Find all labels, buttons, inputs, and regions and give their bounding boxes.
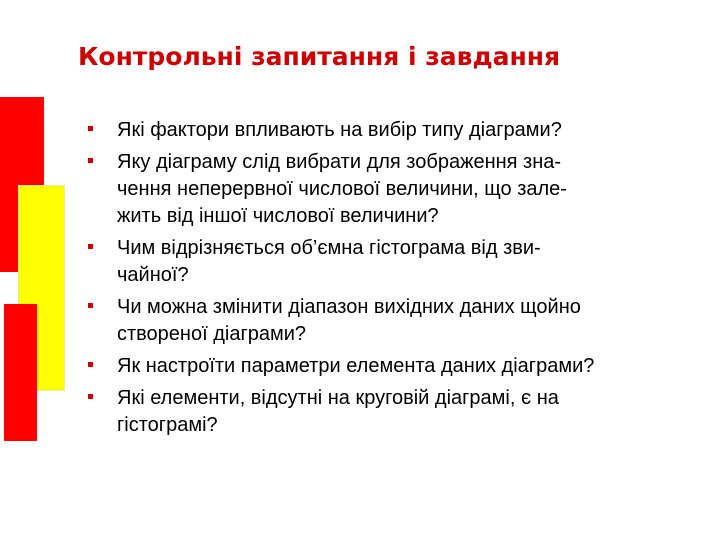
question-item <box>88 117 700 144</box>
red-square-bullet-icon <box>88 362 93 367</box>
question-line: чення неперервної числової величини, що зале- <box>117 178 567 200</box>
red-square-bullet-icon <box>88 126 93 131</box>
question-line: гістограмі? <box>117 414 218 436</box>
question-line: Чи можна змінити діапазон вихідних даних щойно <box>117 296 581 318</box>
question-item <box>88 385 700 439</box>
question-line: Які фактори впливають на вибір типу діаграми? <box>117 119 562 141</box>
question-line: чайної? <box>117 264 189 286</box>
red-square-bullet-icon <box>88 158 93 163</box>
question-line: Які елементи, відсутні на круговій діаграмі, є на <box>117 387 559 409</box>
question-item <box>88 294 700 348</box>
decorative-red-bar-bottom <box>4 304 37 441</box>
red-square-bullet-icon <box>88 244 93 249</box>
red-square-bullet-icon <box>88 394 93 399</box>
question-item <box>88 353 700 380</box>
question-list <box>88 117 700 444</box>
question-line: Чим відрізняється об’ємна гістограма від зви- <box>117 237 541 259</box>
question-item <box>88 235 700 289</box>
red-square-bullet-icon <box>88 303 93 308</box>
question-line: створеної діаграми? <box>117 323 307 345</box>
question-item <box>88 149 700 230</box>
question-line: Яку діаграму слід вибрати для зображення зна- <box>117 151 562 173</box>
question-line: жить від іншої числової величини? <box>117 205 439 227</box>
question-line: Як настроїти параметри елемента даних діаграми? <box>117 355 595 377</box>
slide-title: Контрольні запитання і завдання <box>78 42 561 71</box>
